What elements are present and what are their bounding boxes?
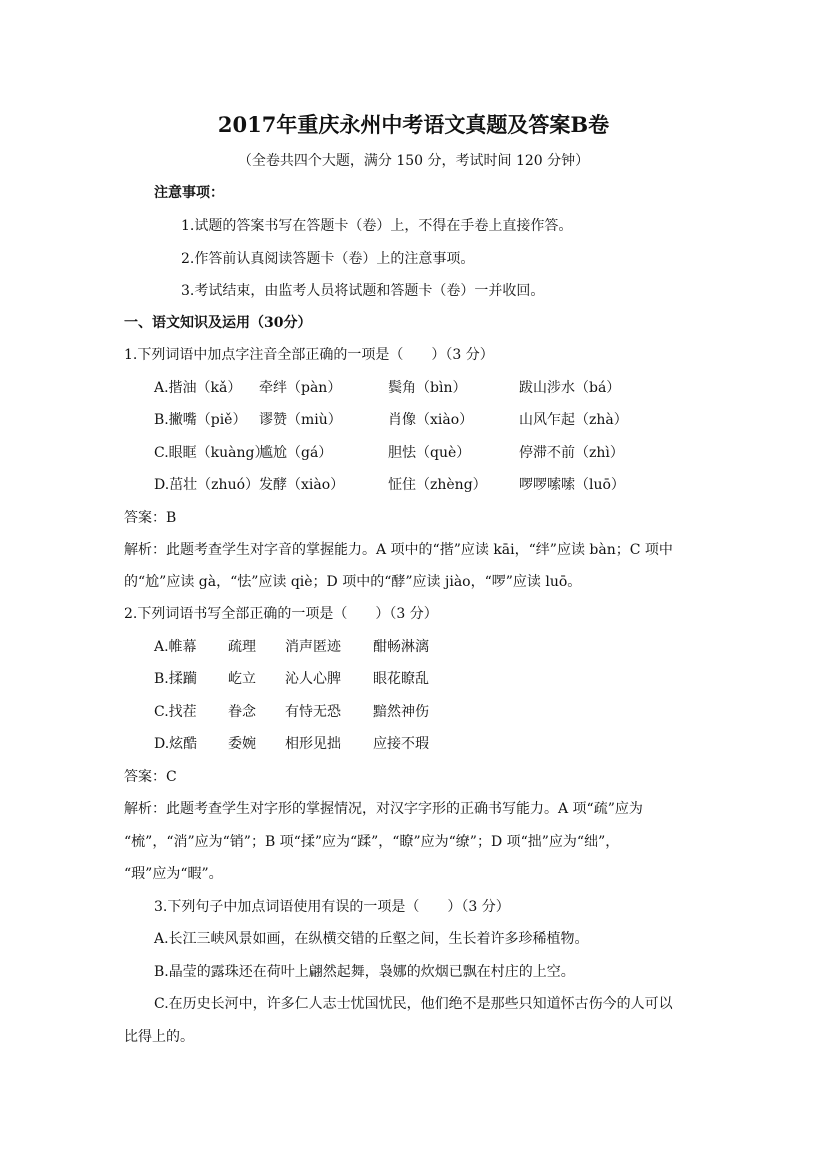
option-b-word: 肖像（xiào）	[388, 412, 474, 428]
question-1-stem: 1.下列词语中加点字注音全部正确的一项是（ ）（3 分）	[124, 347, 494, 363]
option-b-word: 屹立	[228, 671, 256, 687]
option-c-word: 黯然神伤	[373, 704, 429, 720]
notice-item: 1.试题的答案书写在答题卡（卷）上，不得在手卷上直接作答。	[181, 218, 573, 234]
option-c-word: 尴尬（gá）	[259, 445, 333, 461]
question-1-analysis: 解析：此题考查学生对字音的掌握能力。A 项中的“揩”应读 kāi，“绊”应读 bàn；C 项中	[124, 542, 673, 558]
exam-info: （全卷共四个大题，满分 150 分，考试时间 120 分钟）	[237, 153, 590, 169]
option-a-word: 消声匿迹	[285, 639, 341, 655]
question-2-answer: 答案：C	[124, 769, 177, 785]
notice-item: 2.作答前认真阅读答题卡（卷）上的注意事项。	[181, 251, 475, 267]
option-c-word: 胆怯（què）	[388, 445, 471, 461]
option-a: A.揩油（kǎ）	[154, 380, 242, 396]
option-b-word: 沁人心脾	[285, 671, 341, 687]
option-d-word: 应接不瑕	[373, 736, 429, 752]
option-a-word: 鬓角（bìn）	[388, 380, 467, 396]
option-b-word: 山风乍起（zhà）	[519, 412, 628, 428]
question-2-analysis: “梳”，“消”应为“销”；B 项“揉”应为“蹂”，“瞭”应为“缭”；D 项“拙”应为“绌”，	[124, 834, 620, 850]
option-b: B.晶莹的露珠还在荷叶上翩然起舞，袅娜的炊烟已飘在村庄的上空。	[154, 964, 575, 980]
question-2-stem: 2.下列词语书写全部正确的一项是（ ）（3 分）	[124, 606, 438, 622]
option-d-word: 发酵（xiào）	[259, 477, 345, 493]
question-2-analysis: 解析：此题考查学生对字形的掌握情况，对汉字字形的正确书写能力。A 项“疏”应为	[124, 801, 643, 817]
option-d-word: 怔住（zhèng）	[388, 477, 487, 493]
option-a: A.帷幕	[154, 639, 197, 655]
option-b: B.揉躏	[154, 671, 197, 687]
option-a-word: 酣畅淋漓	[373, 639, 429, 655]
option-c: C.眼眶（kuàng）	[154, 445, 269, 461]
question-1-answer: 答案：B	[124, 510, 177, 526]
option-b: B.撇嘴（piě）	[154, 412, 247, 428]
option-d-word: 啰啰嗦嗦（luō）	[519, 477, 625, 493]
option-a: A.长江三峡风景如画，在纵横交错的丘壑之间，生长着许多珍稀植物。	[154, 931, 589, 947]
option-c-word: 眷念	[228, 704, 256, 720]
notice-item: 3.考试结束，由监考人员将试题和答题卡（卷）一并收回。	[181, 283, 545, 299]
option-c: C.找茬	[154, 704, 197, 720]
question-2-analysis: “瑕”应为“暇”。	[124, 866, 223, 882]
option-d: D.炫酷	[154, 736, 198, 752]
section-heading: 一、语文知识及运用（30分）	[124, 315, 312, 331]
option-d: D.茁壮（zhuó）	[154, 477, 260, 493]
option-b-word: 谬赞（miù）	[259, 412, 342, 428]
option-a-word: 跋山涉水（bá）	[519, 380, 621, 396]
question-1-analysis: 的“尬”应读 gà，“怯”应读 qiè；D 项中的“酵”应读 jiào，“啰”应读 luō。	[124, 574, 582, 590]
option-c-word: 有恃无恐	[285, 704, 341, 720]
option-c-word: 停滞不前（zhì）	[519, 445, 624, 461]
option-c: C.在历史长河中，许多仁人志士忧国忧民，他们绝不是那些只知道怀古伤今的人可以	[154, 996, 673, 1012]
option-a-word: 牵绊（pàn）	[259, 380, 342, 396]
option-d-word: 相形见拙	[285, 736, 341, 752]
option-d-word: 委婉	[228, 736, 256, 752]
option-c-continued: 比得上的。	[124, 1029, 194, 1045]
option-b-word: 眼花瞭乱	[373, 671, 429, 687]
notice-heading: 注意事项：	[154, 185, 224, 201]
question-3-stem: 3.下列句子中加点词语使用有误的一项是（ ）（3 分）	[154, 899, 510, 915]
page-title: 2017年重庆永州中考语文真题及答案B卷	[217, 112, 610, 137]
option-a-word: 疏理	[228, 639, 256, 655]
